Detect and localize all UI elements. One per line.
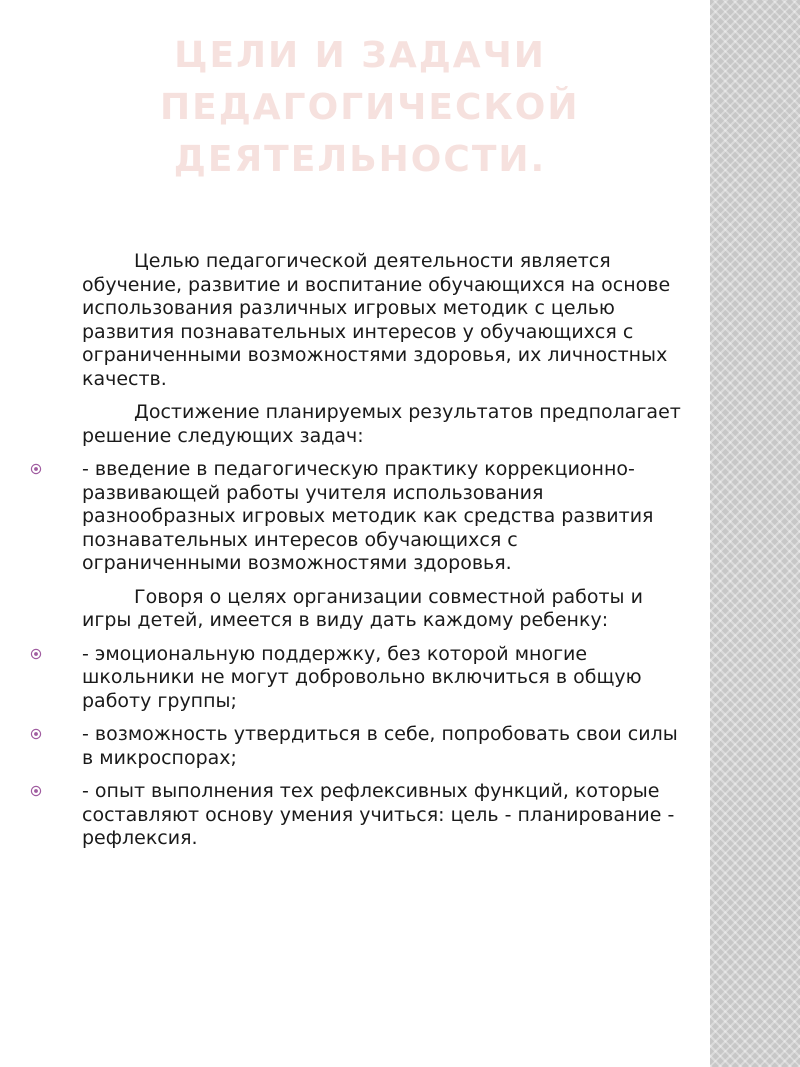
circle-bullet-icon: [30, 785, 42, 797]
list-item-text: - введение в педагогическую практику коррекционно-развивающей работы учителя использования разнообразных игровых методик как средства развития познавательных интересов обучающихся с ограниченными возможностями здоровья.: [82, 458, 654, 574]
list-item-text: - возможность утвердиться в себе, попробовать свои силы в микроспорах;: [82, 723, 678, 769]
list-item: [82, 780, 682, 851]
title-line: ПЕДАГОГИЧЕСКОЙ: [160, 87, 580, 128]
circle-bullet-icon: [30, 728, 42, 740]
decorative-side-stripe: [710, 0, 800, 1067]
title-line: ДЕЯТЕЛЬНОСТИ.: [173, 139, 547, 180]
body-paragraph: Достижение планируемых результатов предполагает решение следующих задач:: [82, 401, 681, 447]
circle-bullet-icon: [30, 463, 42, 475]
list-item: [82, 723, 682, 770]
title-line: ЦЕЛИ И ЗАДАЧИ: [174, 35, 546, 76]
list-item: [82, 643, 682, 714]
body-paragraph: Говоря о целях организации совместной работы и игры детей, имеется в виду дать каждому ребенку:: [82, 585, 643, 631]
slide-title: [160, 30, 580, 186]
body-paragraph: Целью педагогической деятельности является обучение, развитие и воспитание обучающихся на основе использования различных игровых методик с целью развития познавательных интересов у обучающихся с ограниченными возможностями здоровья, их личностных качеств.: [82, 250, 671, 390]
slide-body: [30, 250, 682, 861]
circle-bullet-icon: [30, 648, 42, 660]
list-item: [82, 458, 682, 576]
list-item-text: - опыт выполнения тех рефлексивных функций, которые составляют основу умения учиться: цель - планирование - рефлексия.: [82, 780, 675, 849]
list-item-text: - эмоциональную поддержку, без которой многие школьники не могут добровольно включиться в общую работу группы;: [82, 642, 642, 712]
